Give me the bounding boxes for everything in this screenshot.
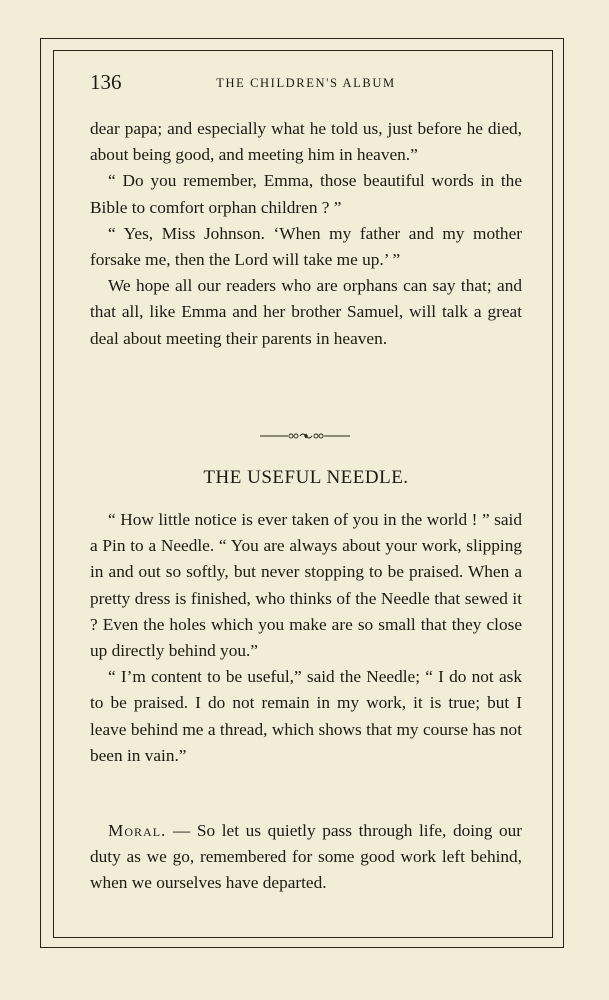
- paragraph: “ How little notice is ever taken of you in the world ! ” said a Pin to a Needle. “ You are always about your work, slipping in and out so softly, but never stopping to be praised. When a pretty dress is finished, who thinks of the Needle that sewed it ? Even the holes which you make are so small that they close up directly behind you.”: [90, 510, 522, 661]
- moral-label: Moral.: [108, 821, 167, 840]
- section-1-text: [90, 116, 522, 352]
- paragraph: “ Do you remember, Emma, those beautiful words in the Bible to comfort orphan children ? ”: [90, 171, 522, 217]
- paragraph: We hope all our readers who are orphans can say that; and that all, like Emma and her brother Samuel, will talk a great deal about meeting their parents in heaven.: [90, 276, 522, 348]
- section-divider-ornament: [260, 431, 350, 441]
- page-number: 136: [90, 70, 122, 94]
- moral-paragraph: [90, 818, 522, 897]
- running-title: THE CHILDREN'S ALBUM: [216, 76, 396, 90]
- paragraph: “ I’m content to be useful,” said the Needle; “ I do not ask to be praised. I do not remain in my work, it is true; but I leave behind me a thread, which shows that my course has not been in vain.”: [90, 667, 522, 765]
- paragraph: “ Yes, Miss Johnson. ‘When my father and my mother forsake me, then the Lord will take me up.’ ”: [90, 223, 522, 270]
- paragraph: dear papa; and especially what he told us, just before he died, about being good, and meeting him in heaven.”: [90, 119, 522, 165]
- running-head: [90, 70, 522, 98]
- story-title: THE USEFUL NEEDLE.: [203, 467, 409, 488]
- moral-body: — So let us quietly pass through life, doing our duty as we go, remembered for some good work left behind, when we ourselves have departed.: [90, 821, 522, 893]
- story-text: [90, 507, 522, 769]
- moral-text: [90, 818, 522, 897]
